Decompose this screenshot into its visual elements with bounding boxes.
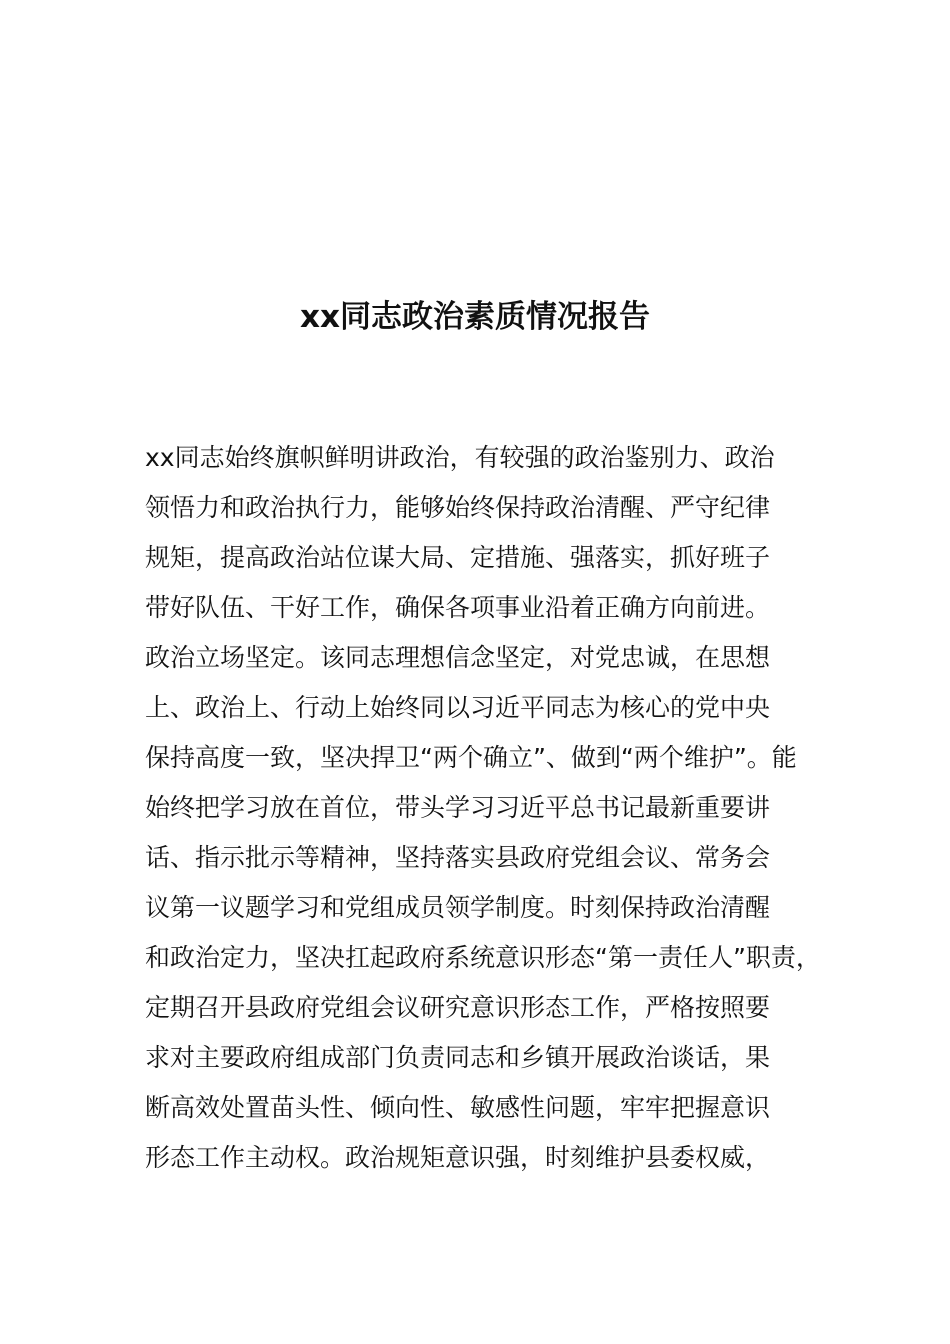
document-title: xx同志政治素质情况报告 [300, 299, 650, 335]
body-line: 规矩，提高政治站位谋大局、定措施、强落实，抓好班子 [145, 543, 771, 572]
body-line: 上、政治上、行动上始终同以习近平同志为核心的党中央 [145, 693, 771, 722]
body-line: 定期召开县政府党组会议研究意识形态工作，严格按照要 [145, 993, 771, 1022]
body-line: 和政治定力，坚决扛起政府系统意识形态“第一责任人”职责， [145, 943, 821, 972]
body-line: 议第一议题学习和党组成员领学制度。时刻保持政治清醒 [145, 893, 771, 922]
document-body [145, 433, 825, 1183]
body-line: 话、指示批示等精神，坚持落实县政府党组会议、常务会 [145, 843, 771, 872]
body-line: 断高效处置苗头性、倾向性、敏感性问题，牢牢把握意识 [145, 1093, 771, 1122]
body-line: 形态工作主动权。政治规矩意识强，时刻维护县委权威， [145, 1143, 771, 1172]
body-line: 领悟力和政治执行力，能够始终保持政治清醒、严守纪律 [145, 493, 771, 522]
body-line: 始终把学习放在首位，带头学习习近平总书记最新重要讲 [145, 793, 771, 822]
body-line: 政治立场坚定。该同志理想信念坚定，对党忠诚，在思想 [145, 643, 771, 672]
body-line: 带好队伍、干好工作，确保各项事业沿着正确方向前进。 [145, 593, 771, 622]
body-line: 求对主要政府组成部门负责同志和乡镇开展政治谈话，果 [145, 1043, 771, 1072]
body-line: xx同志始终旗帜鲜明讲政治，有较强的政治鉴别力、政治 [145, 443, 775, 472]
body-line: 保持高度一致，坚决捍卫“两个确立”、做到“两个维护”。能 [145, 743, 797, 772]
